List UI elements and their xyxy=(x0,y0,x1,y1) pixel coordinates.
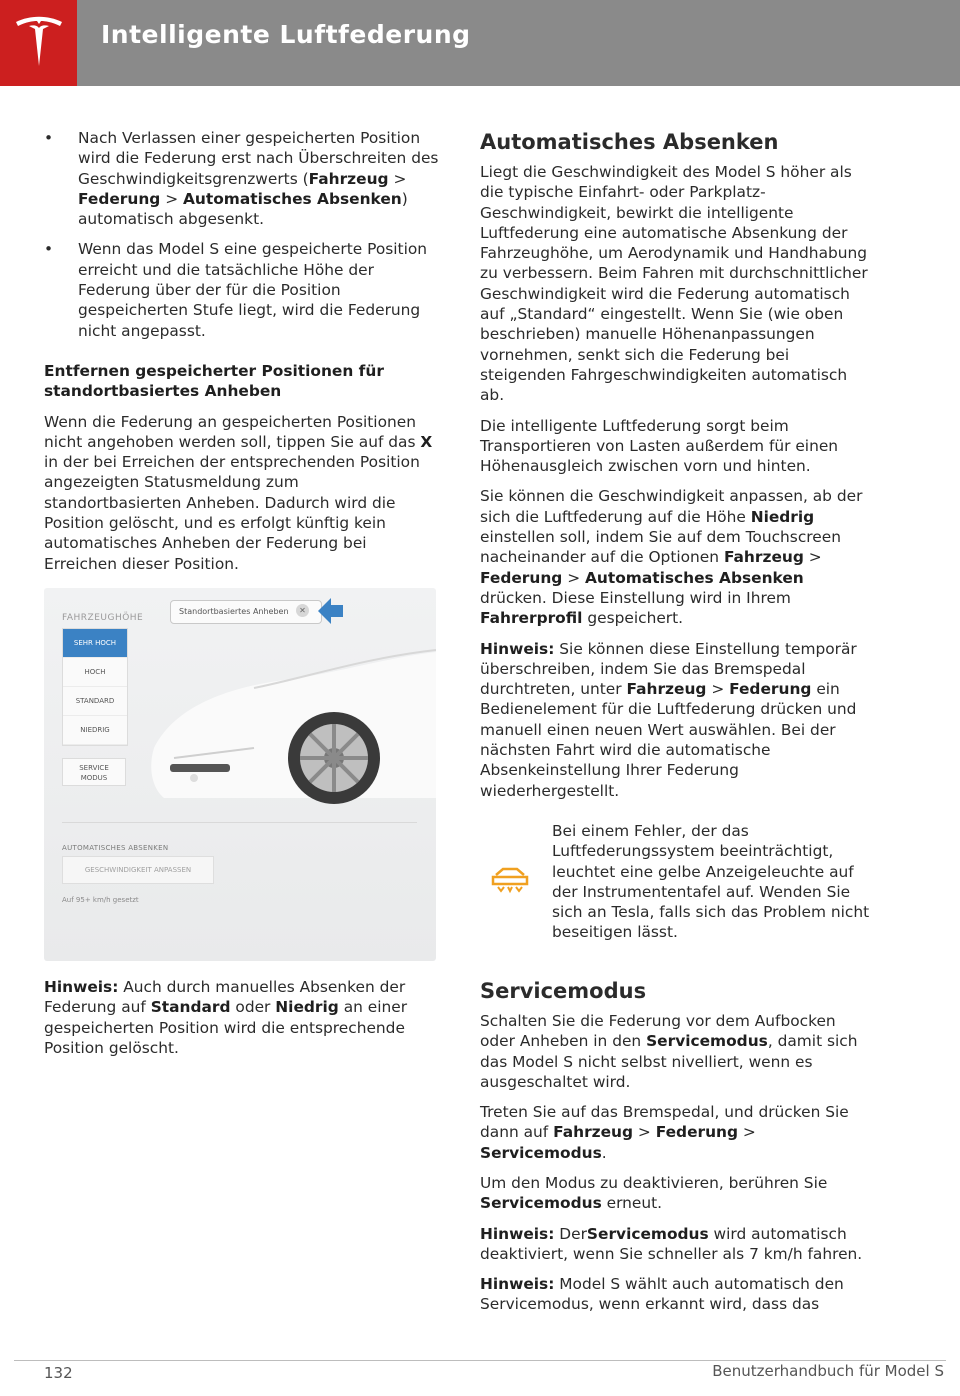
note-label: Hinweis: xyxy=(480,639,555,658)
text: > xyxy=(706,680,730,699)
text: gespeichert. xyxy=(582,609,684,628)
text: Der xyxy=(554,1224,587,1243)
text: oder xyxy=(230,998,276,1017)
text: Um den Modus zu deaktivieren, berühren Sie xyxy=(480,1173,828,1192)
height-level-list xyxy=(62,628,128,746)
figure-title: FAHRZEUGHÖHE xyxy=(62,612,144,623)
text: > xyxy=(803,548,822,567)
term: Servicemodus xyxy=(646,1032,768,1051)
close-icon[interactable]: ✕ xyxy=(296,604,309,617)
paragraph xyxy=(44,412,439,574)
term: Servicemodus xyxy=(586,1224,709,1243)
paragraph xyxy=(480,1173,875,1214)
bullet-icon: • xyxy=(44,240,54,259)
term: Fahrzeug xyxy=(308,169,389,188)
footer-divider xyxy=(14,1360,946,1361)
term: Servicemodus xyxy=(480,1194,602,1213)
paragraph: Liegt die Geschwindigkeit des Model S höher als die typische Einfahrt- oder Parkplatz-Geschwindigkeit, bewirkt die intelligente Luftfederung eine automatische Absenkung der Fahrzeughöhe, um Aerodynamik und Handhabung zu verbessern. Beim Fahren mit durchschnittlicher Geschwindigkeit wird die Federung automatisch auf „Standard“ eingestellt. Wenn Sie (wie oben beschrieben) manuelle Höhenanpassungen vornehmen, senkt sich die Federung bei steigenden Fahrgeschwindigkeiten automatisch ab. xyxy=(480,163,868,405)
term: Federung xyxy=(78,189,161,208)
text: einstellen soll, indem Sie auf dem Touchscreen nacheinander auf die Optionen xyxy=(480,528,841,567)
text: wird automatisch deaktiviert, wenn Sie schneller als 7 km/h fahren. xyxy=(480,1224,863,1263)
note-paragraph xyxy=(480,639,875,801)
list-item xyxy=(44,239,439,340)
text: an einer gespeicherten Position wird die entsprechende Position gelöscht. xyxy=(44,998,408,1057)
text: Model S wählt auch automatisch den Servicemodus, wenn erkannt wird, dass das xyxy=(480,1275,844,1314)
term: Federung xyxy=(729,680,812,699)
left-column xyxy=(44,128,439,1068)
term: Niedrig xyxy=(750,507,815,526)
warning-box xyxy=(480,821,875,949)
term: Federung xyxy=(480,568,563,587)
text: Schalten Sie die Federung vor dem Aufbocken oder Anheben in den xyxy=(480,1011,836,1051)
page-number: 132 xyxy=(44,1364,73,1382)
text: erneut. xyxy=(601,1194,663,1213)
text: > xyxy=(562,568,585,587)
paragraph xyxy=(480,1102,875,1163)
service-label-1: SERVICE xyxy=(79,763,109,772)
bullet-list xyxy=(44,128,439,341)
text: drücken. Diese Einstellung wird in Ihrem xyxy=(480,588,791,607)
section-subheading: Entfernen gespeicherter Positionen für standortbasiertes Anheben xyxy=(44,361,384,401)
text: > xyxy=(160,189,183,208)
text: ) automatisch abgesenkt. xyxy=(78,189,408,229)
note-label: Hinweis: xyxy=(44,977,119,996)
note-paragraph xyxy=(480,1224,875,1265)
text: Wenn das Model S eine gespeicherte Position erreicht und die tatsächliche Höhe der Federung über der für die Position gespeicherten Stufe liegt, wird die Federung nicht angepasst. xyxy=(78,240,428,340)
level-low[interactable]: NIEDRIG xyxy=(63,716,127,745)
paragraph xyxy=(480,486,875,628)
page-header xyxy=(0,0,960,86)
note-label: Hinweis: xyxy=(480,1275,555,1294)
text: > xyxy=(633,1123,656,1142)
term: Fahrzeug xyxy=(626,680,707,699)
term: Fahrzeug xyxy=(723,548,804,567)
tesla-logo-icon xyxy=(14,16,64,68)
list-item xyxy=(44,128,439,229)
adjust-speed-button[interactable]: GESCHWINDIGKEIT ANPASSEN xyxy=(62,856,214,884)
term: Servicemodus xyxy=(480,1143,602,1162)
text: . xyxy=(601,1143,607,1162)
service-label-2: MODUS xyxy=(80,773,108,782)
term: Standard xyxy=(150,998,231,1017)
bullet-icon: • xyxy=(44,129,54,147)
text: Sie können diese Einstellung temporär überschreiben, indem Sie das Bremspedal durchtreten, unter xyxy=(480,639,857,699)
auto-lower-label: AUTOMATISCHES ABSENKEN xyxy=(62,843,169,852)
term: Automatisches Absenken xyxy=(183,189,402,208)
right-column xyxy=(480,128,875,1325)
section-heading: Automatisches Absenken xyxy=(480,130,779,154)
term: Fahrerprofil xyxy=(480,609,583,628)
text: in der bei Erreichen der entsprechenden Position angezeigten Statusmeldung zum standortbasierten Anheben. Dadurch wird die Position gelöscht, und es erfolgt künftig kein automatisches Anheben der Federung bei Erreichen dieser Position. xyxy=(44,453,420,573)
term: Niedrig xyxy=(275,998,339,1017)
arrow-left-icon xyxy=(318,596,344,626)
term: X xyxy=(420,432,433,451)
warning-text: Bei einem Fehler, der das Luftfederungssystem beeinträchtigt, leuchtet eine gelbe Anzeigeleuchte auf der Instrumententafel auf. Wenden Sie sich an Tesla, falls sich das Problem nicht beseitigen lässt. xyxy=(552,821,870,942)
suspension-screen-figure xyxy=(44,588,436,961)
level-very-high[interactable]: SEHR HOCH xyxy=(63,629,127,658)
term: Fahrzeug xyxy=(553,1123,634,1142)
text: , damit sich das Model S nicht selbst nivelliert, wenn es ausgeschaltet wird. xyxy=(480,1032,858,1091)
text: > xyxy=(388,169,407,188)
note-paragraph xyxy=(44,977,439,1058)
text: Wenn die Federung an gespeicherten Positionen nicht angehoben werden soll, tippen Sie auf das xyxy=(44,412,421,451)
footer-title: Benutzerhandbuch für Model S xyxy=(712,1362,944,1380)
text: Auch durch manuelles Absenken der Federung auf xyxy=(44,977,406,1017)
term: Federung xyxy=(655,1123,739,1142)
level-standard[interactable]: STANDARD xyxy=(63,687,127,716)
term: Automatisches Absenken xyxy=(585,568,804,587)
section-heading: Servicemodus xyxy=(480,978,647,1003)
car-image xyxy=(134,628,436,808)
service-mode-button[interactable] xyxy=(62,758,126,786)
text: > xyxy=(738,1123,756,1142)
divider xyxy=(62,822,417,823)
text: Nach Verlassen einer gespeicherten Position wird die Federung erst nach Überschreiten des Geschwindigkeitsgrenzwerts ( xyxy=(78,129,439,188)
tesla-logo xyxy=(0,0,77,86)
page-title: Intelligente Luftfederung xyxy=(101,20,471,49)
paragraph: Die intelligente Luftfederung sorgt beim Transportieren von Lasten außerdem für einen Höhenausgleich zwischen vorn und hinten. xyxy=(480,416,839,476)
text: Treten Sie auf das Bremspedal, und drücken Sie dann auf xyxy=(480,1103,849,1142)
paragraph xyxy=(480,1011,875,1092)
text: ein Bedienelement für die Luftfederung drücken und manuell einen neuen Wert auswählen. Bei der nächsten Fahrt wird die automatische Absenkeinstellung Ihrer Federung wiederhergestellt. xyxy=(480,680,857,800)
suspension-warning-icon xyxy=(490,865,530,895)
location-raise-chip[interactable]: Standortbasiertes Anheben xyxy=(170,600,322,624)
note-label: Hinweis: xyxy=(480,1224,555,1243)
note-paragraph xyxy=(480,1274,875,1315)
speed-note: Auf 95+ km/h gesetzt xyxy=(62,895,139,904)
text: Sie können die Geschwindigkeit anpassen, ab der sich die Luftfederung auf die Höhe xyxy=(480,487,863,526)
level-high[interactable]: HOCH xyxy=(63,658,127,687)
